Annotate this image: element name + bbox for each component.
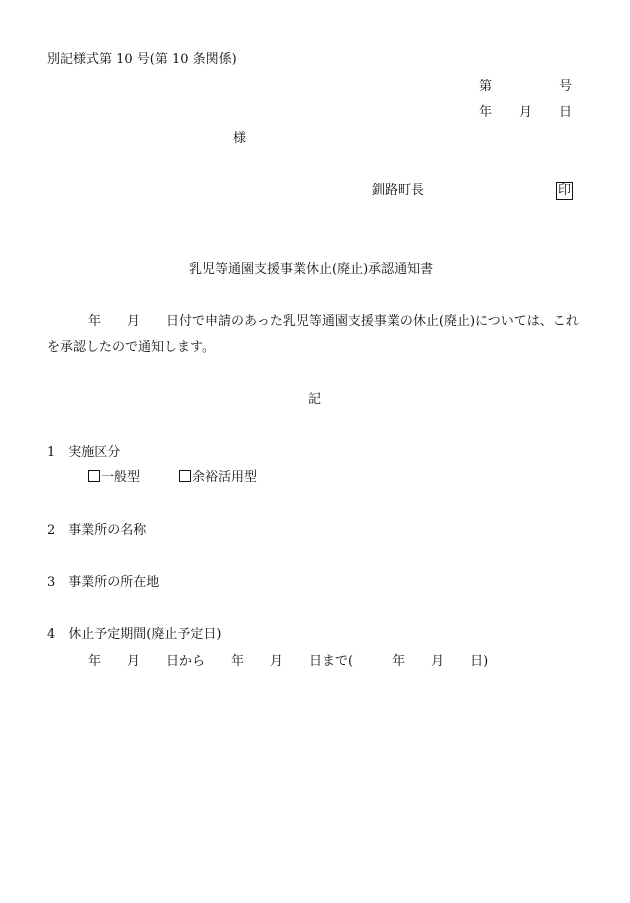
item-facility-address: 3 事業所の所在地 <box>47 575 160 590</box>
date-year-label: 年 <box>479 105 493 120</box>
option-surplus-use-type[interactable] <box>179 470 257 486</box>
addressee-suffix: 様 <box>233 131 247 146</box>
date-day-label: 日 <box>559 105 573 120</box>
document-number-prefix: 第 <box>479 79 493 94</box>
ki-heading: 記 <box>308 392 322 407</box>
suspension-period-dates: 年 月 日から 年 月 日まで( 年 月 日) <box>88 654 489 669</box>
form-reference: 別記様式第 10 号(第 10 条関係) <box>47 52 237 67</box>
document-title: 乳児等通園支援事業休止(廃止)承認通知書 <box>189 262 434 277</box>
checkbox-icon[interactable] <box>88 470 100 482</box>
document-number-suffix: 号 <box>559 79 573 94</box>
issuer-name: 釧路町長 <box>372 183 425 198</box>
seal-mark <box>556 182 573 200</box>
date-month-label: 月 <box>519 105 533 120</box>
item-implementation-category: 1 実施区分 <box>47 445 121 460</box>
body-text-line-1: 年 月 日付で申請のあった乳児等通園支援事業の休止(廃止)については、これ <box>88 314 579 329</box>
seal-label: 印 <box>558 183 572 198</box>
option-label: 余裕活用型 <box>192 470 258 485</box>
item-suspension-period: 4 休止予定期間(廃止予定日) <box>47 627 222 642</box>
item-facility-name: 2 事業所の名称 <box>47 523 147 538</box>
option-label: 一般型 <box>101 470 141 485</box>
checkbox-icon[interactable] <box>179 470 191 482</box>
body-text-line-2: を承認したので通知します。 <box>47 340 215 355</box>
option-general-type[interactable] <box>88 470 140 486</box>
